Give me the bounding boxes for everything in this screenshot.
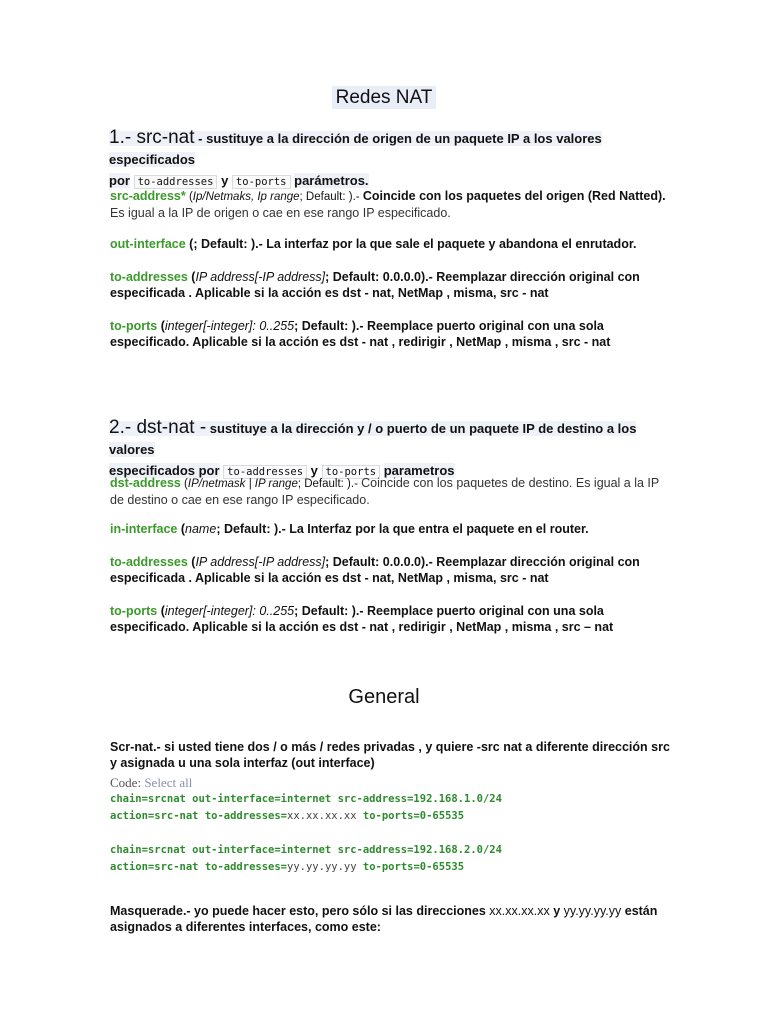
code-line: chain=srcnat out-interface=internet src-address=192.168.2.0/24: [110, 844, 502, 856]
code-line: action=src-nat to-addresses=xx.xx.xx.xx to-ports=0-65535: [110, 810, 465, 822]
general-intro: Scr-nat.- si usted tiene dos / o más / redes privadas , y quiere -src nat a diferente dirección src y asignada u una sola interfaz (out interface): [110, 740, 670, 770]
code-label: Code:: [110, 775, 142, 790]
param-keyword: to-ports: [110, 604, 158, 618]
section-src-nat-heading: [109, 127, 669, 193]
dst-nat-line2: especificados por: [109, 463, 220, 478]
param-keyword: src-address*: [110, 189, 186, 203]
masquerade-paragraph: Masquerade.- yo puede hacer esto, pero sólo si las direcciones xx.xx.xx.xx y yy.yy.yy.yy están asignados a diferentes interfaces, como este:: [110, 904, 658, 934]
to-ports-param: to-ports (integer[-integer]: 0..255; Default: ).- Reemplace puerto original con una sola especificado. Aplicable si la acción es dst - nat , redirigir , NetMap , misma , src – nat: [110, 604, 614, 634]
to-addresses-tag: to-addresses: [134, 175, 218, 189]
to-ports-tag: to-ports: [232, 175, 291, 189]
out-interface-param: out-interface (; Default: ).- La interfaz por la que sale el paquete y abandona el enrutador.: [110, 237, 637, 251]
param-keyword: to-addresses: [110, 270, 188, 284]
dst-nat-tail: parametros: [383, 463, 455, 478]
src-nat-y: y: [221, 173, 229, 188]
page-title-wrap: [0, 87, 768, 109]
to-addresses-tag: to-addresses: [223, 465, 307, 479]
src-nat-tail: parámetros.: [294, 173, 369, 188]
to-addresses-param: to-addresses (IP address[-IP address]; Default: 0.0.0.0).- Reemplazar dirección original con especificada . Aplicable si la acción es dst - nat, NetMap , misma, src - nat: [110, 270, 640, 300]
to-ports-tag: to-ports: [322, 465, 381, 479]
code-block-1: [110, 791, 502, 825]
section-dst-nat-heading: [109, 417, 669, 483]
code-line: chain=srcnat out-interface=internet src-address=192.168.1.0/24: [110, 793, 502, 805]
dst-nat-desc: sustituye a la dirección y / o puerto de un paquete IP de destino a los valores: [109, 421, 637, 457]
code-line: action=src-nat to-addresses=yy.yy.yy.yy to-ports=0-65535: [110, 861, 465, 873]
general-title: General: [348, 686, 420, 708]
code-header: [110, 775, 192, 791]
src-nat-por: por: [109, 173, 130, 188]
src-address-param: src-address* (Ip/Netmaks, Ip range; Default: ).- Coincide con los paquetes del origen (Red Natted). Es igual a la IP de origen o cae en ese rango IP especificado.: [110, 189, 666, 220]
code-block-2: [110, 842, 502, 876]
page-title: Redes NAT: [332, 86, 437, 109]
dst-nat-y: y: [310, 463, 318, 478]
param-keyword: dst-address: [110, 476, 181, 490]
src-nat-title: 1.- src-nat: [109, 127, 195, 148]
param-keyword: in-interface: [110, 522, 178, 536]
to-addresses-param: to-addresses (IP address[-IP address]; Default: 0.0.0.0).- Reemplazar dirección original con especificada . Aplicable si la acción es dst - nat, NetMap , misma, src - nat: [110, 555, 640, 585]
param-keyword: to-addresses: [110, 555, 188, 569]
param-keyword: out-interface: [110, 237, 186, 251]
to-ports-param: to-ports (integer[-integer]: 0..255; Default: ).- Reemplace puerto original con una sola especificado. Aplicable si la acción es dst - nat , redirigir , NetMap , misma , src - nat: [110, 319, 611, 349]
param-keyword: to-ports: [110, 319, 158, 333]
select-all-link[interactable]: Select all: [144, 775, 193, 790]
src-nat-desc: - sustituye a la dirección de origen de un paquete IP a los valores especificados: [109, 131, 602, 167]
general-title-wrap: [0, 686, 768, 709]
in-interface-param: in-interface (name; Default: ).- La Interfaz por la que entra el paquete en el router.: [110, 522, 589, 536]
dst-address-param: dst-address (IP/netmask | IP range; Default: ).- Coincide con los paquetes de destino. Es igual a la IP de destino o cae en ese rango IP especificado.: [110, 476, 660, 507]
dst-nat-title: 2.- dst-nat -: [109, 417, 207, 438]
